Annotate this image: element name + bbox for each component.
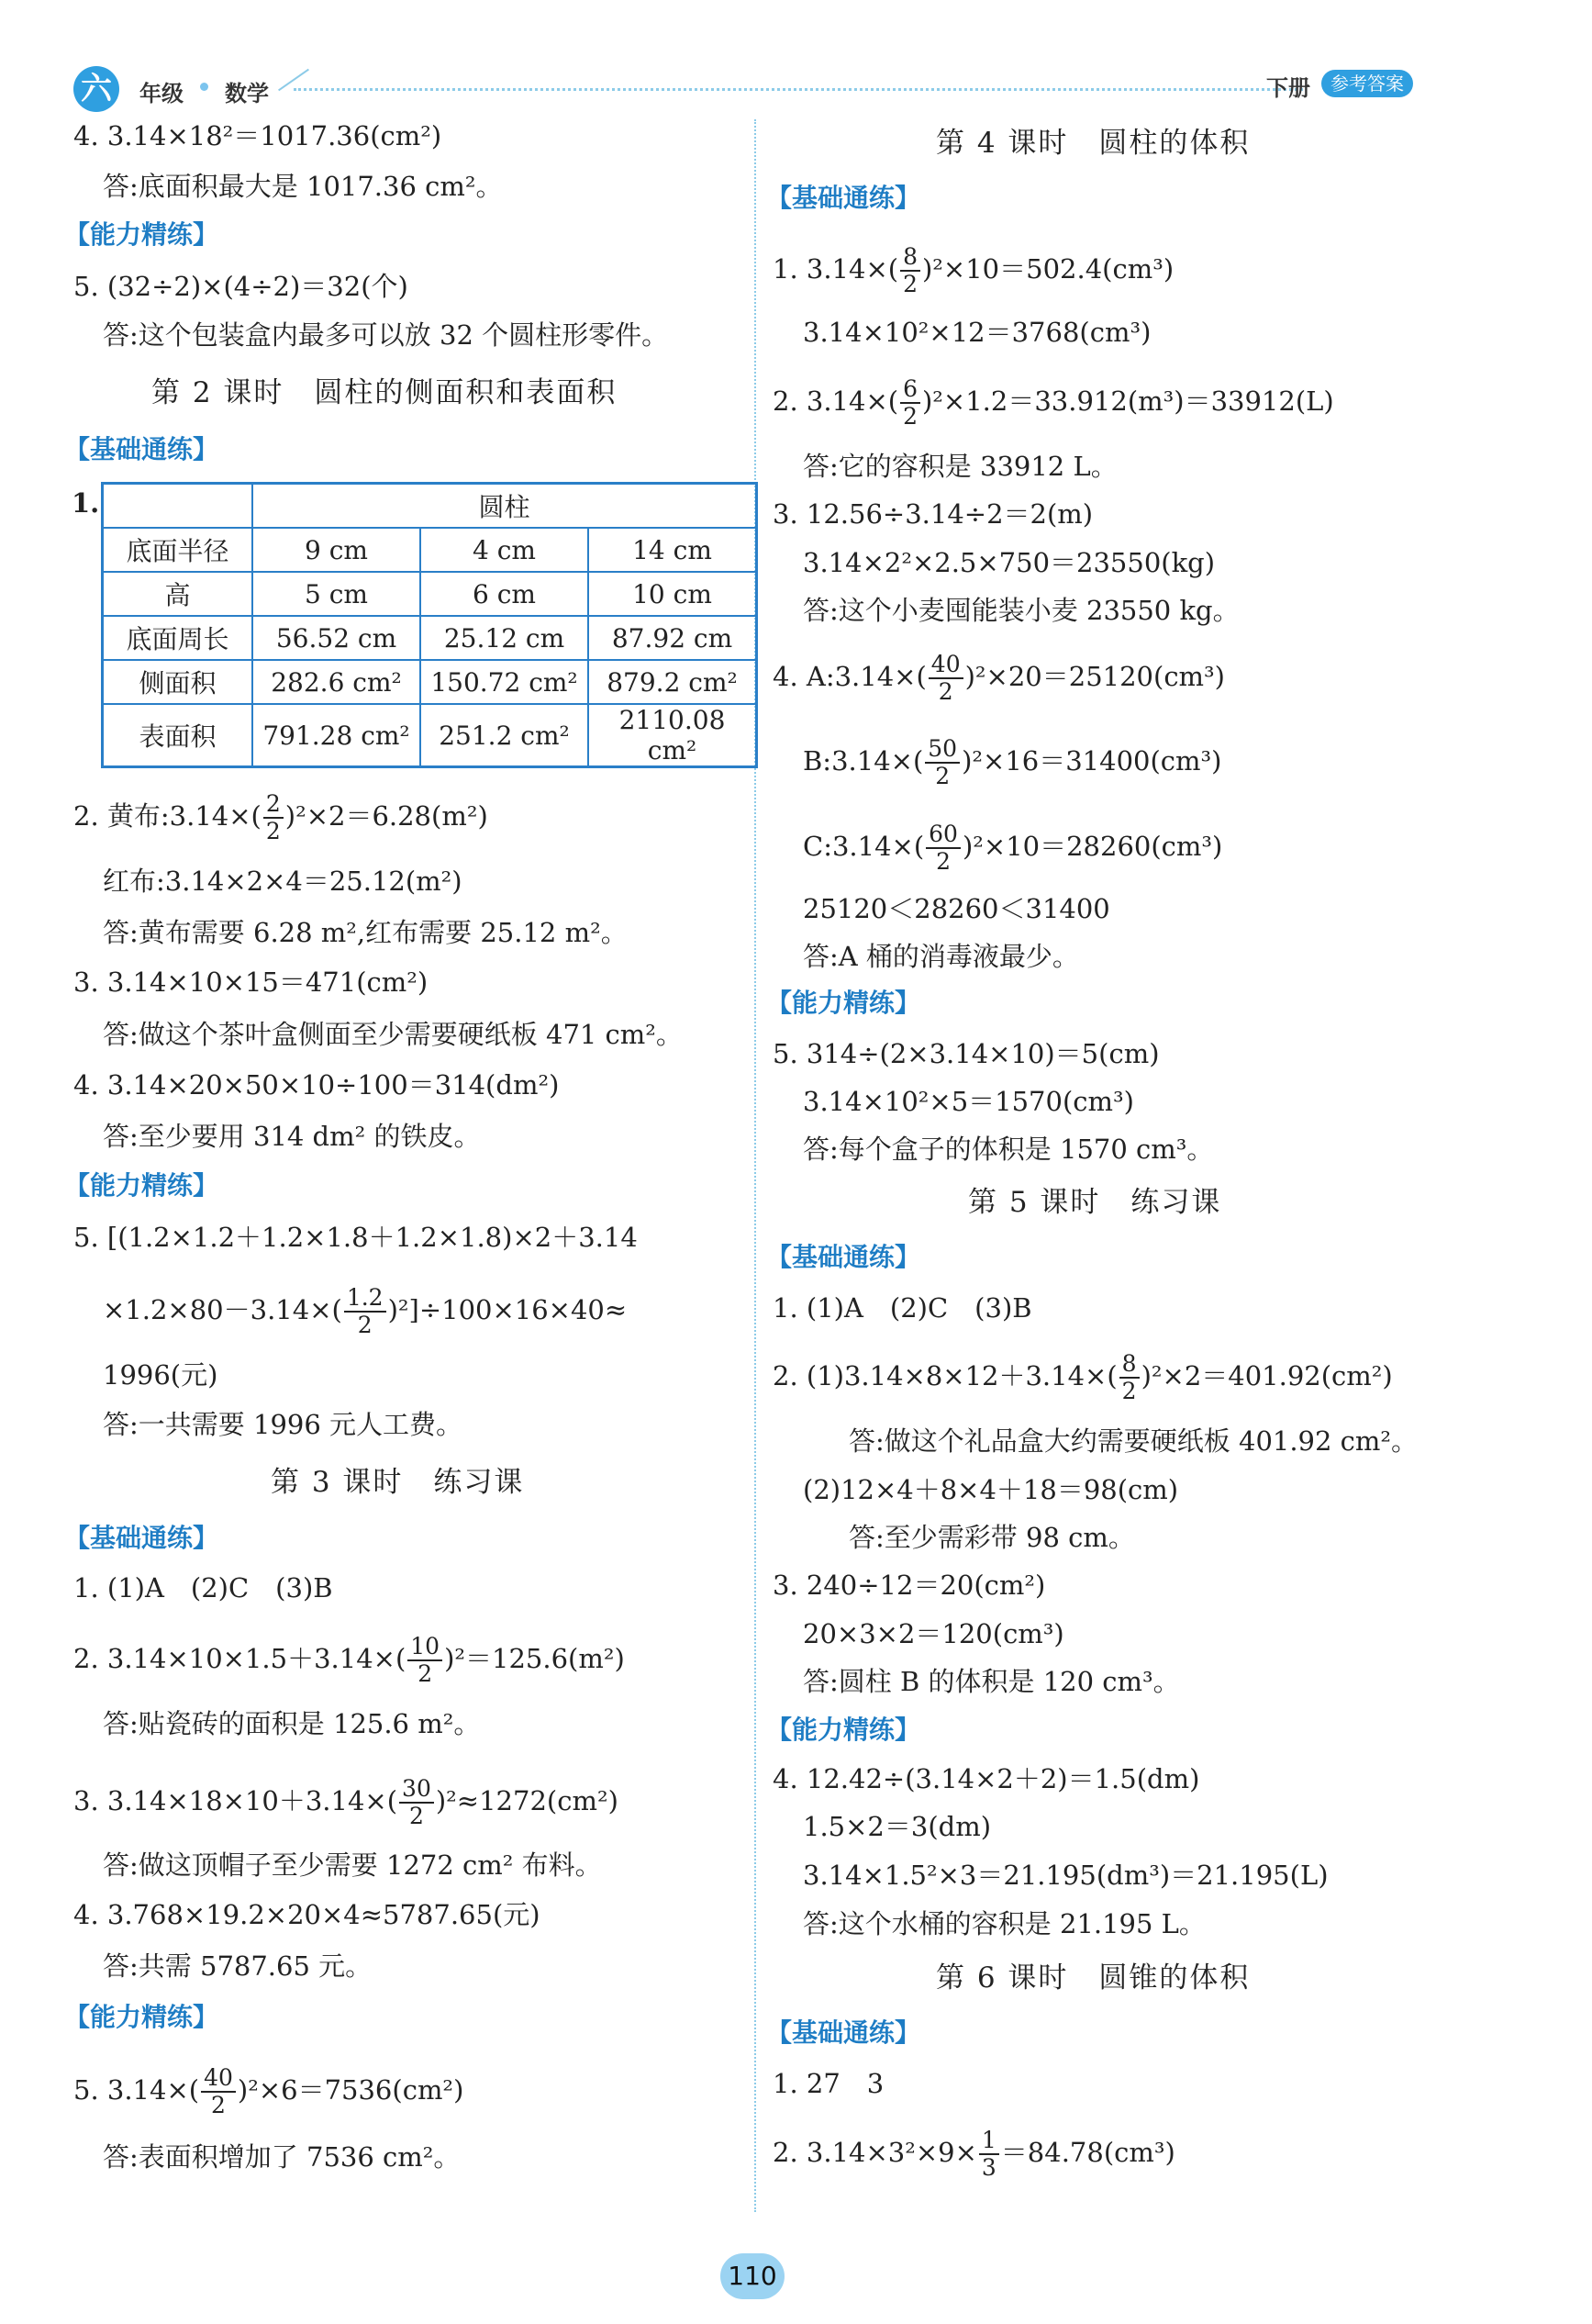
section-label: 【能力精练】 — [766, 1715, 921, 1745]
table-cell: 高 — [103, 572, 253, 616]
expr-text: 4. A:3.14×( — [773, 661, 927, 692]
answer-line: 红布:3.14×2×4＝25.12(m²) — [103, 866, 462, 897]
answer-line — [773, 2128, 1175, 2181]
table-row — [103, 616, 757, 660]
table-cell: 150.72 cm² — [420, 660, 588, 704]
section-label: 【基础通练】 — [766, 1242, 921, 1272]
answer-line: 3.14×2²×2.5×750＝23550(kg) — [803, 547, 1216, 578]
answer-line — [73, 791, 488, 844]
denominator: 2 — [357, 1312, 373, 1338]
answer-line: 5. [(1.2×1.2＋1.2×1.8＋1.2×1.8)×2＋3.14 — [73, 1222, 638, 1253]
table-cell: 10 cm — [588, 572, 757, 616]
fraction — [900, 376, 920, 430]
fraction — [1119, 1351, 1140, 1404]
answer-line: 3. 12.56÷3.14÷2＝2(m) — [773, 498, 1094, 530]
table-cell: 791.28 cm² — [252, 704, 420, 767]
answer-line: 4. 3.14×20×50×10÷100＝314(dm²) — [73, 1069, 560, 1101]
fraction — [926, 821, 961, 875]
table-cell: 56.52 cm — [252, 616, 420, 660]
grade-badge: 六 — [73, 66, 119, 112]
answer-line: 4. 12.42÷(3.14×2＋2)＝1.5(dm) — [773, 1763, 1200, 1794]
denominator: 3 — [981, 2154, 996, 2181]
answer-line: 4. 3.768×19.2×20×4≈5787.65(元) — [73, 1899, 540, 1930]
answer-line: 3.14×10²×5＝1570(cm³) — [803, 1086, 1134, 1117]
denominator: 2 — [1121, 1378, 1137, 1404]
answer-line: 答:A 桶的消毒液最少。 — [803, 941, 1079, 972]
fraction — [201, 2065, 236, 2118]
fraction — [925, 736, 960, 789]
answer-line: 3.14×1.5²×3＝21.195(dm³)＝21.195(L) — [803, 1860, 1329, 1891]
lesson-title: 第 4 课时 圆柱的体积 — [936, 127, 1251, 160]
page-header — [64, 62, 1441, 117]
expr-text: )²×16＝31400(cm³) — [962, 745, 1222, 777]
subject-label: 数学 — [225, 81, 269, 106]
fraction — [263, 791, 284, 844]
expr-text: ×1.2×80－3.14×( — [103, 1294, 342, 1325]
table-row — [103, 528, 757, 572]
header-dotted-line — [294, 88, 1303, 91]
table-cell: 14 cm — [588, 528, 757, 572]
answer-line: 答:做这顶帽子至少需要 1272 cm² 布料。 — [103, 1849, 602, 1881]
expr-text: )²×6＝7536(cm²) — [237, 2074, 464, 2106]
answer-line: 5. (32÷2)×(4÷2)＝32(个) — [73, 271, 408, 302]
table-cell: 6 cm — [420, 572, 588, 616]
answer-line — [773, 244, 1174, 297]
answer-line — [803, 736, 1221, 789]
numerator: 30 — [399, 1776, 434, 1804]
denominator: 2 — [265, 818, 281, 844]
expr-text: )²×2＝6.28(m²) — [284, 800, 488, 832]
denominator: 2 — [409, 1803, 424, 1829]
expr-text: )²×20＝25120(cm³) — [964, 661, 1225, 692]
table-cell: 底面半径 — [103, 528, 253, 572]
expr-text: )²＝125.6(m²) — [444, 1643, 625, 1674]
answer-line: 1996(元) — [103, 1359, 218, 1391]
expr-text: 2. 3.14×( — [773, 385, 899, 417]
answer-line: 1. 27 3 — [773, 2068, 885, 2099]
table-cell: 底面周长 — [103, 616, 253, 660]
cylinder-table — [101, 482, 758, 768]
answer-line: 1.5×2＝3(dm) — [803, 1811, 992, 1842]
answer-line — [773, 1351, 1393, 1404]
table-cell: 25.12 cm — [420, 616, 588, 660]
denominator: 2 — [903, 271, 918, 297]
expr-text: 2. 3.14×3²×9× — [773, 2137, 977, 2168]
question-number: 1. — [72, 487, 100, 519]
answer-line: 答:至少需彩带 98 cm。 — [849, 1522, 1135, 1553]
answer-line — [73, 2065, 463, 2118]
numerator: 2 — [263, 791, 284, 819]
answer-line: 答:一共需要 1996 元人工费。 — [103, 1409, 463, 1440]
table-header: 圆柱 — [252, 484, 757, 529]
answer-line: 答:做这个礼品盒大约需要硬纸板 401.92 cm²。 — [849, 1425, 1419, 1457]
lesson-title: 第 2 课时 圆柱的侧面积和表面积 — [151, 376, 618, 409]
numerator: 10 — [407, 1634, 442, 1661]
table-row — [103, 704, 757, 767]
table-cell: 9 cm — [252, 528, 420, 572]
expr-text: )²×10＝502.4(cm³) — [921, 253, 1175, 285]
expr-text: 2. (1)3.14×8×12＋3.14×( — [773, 1360, 1118, 1391]
answer-line: 答:至少要用 314 dm² 的铁皮。 — [103, 1121, 481, 1152]
answer-line: 答:每个盒子的体积是 1570 cm³。 — [803, 1134, 1214, 1165]
expr-text: 5. 3.14×( — [73, 2074, 200, 2106]
fraction — [407, 1634, 442, 1687]
table-row — [103, 660, 757, 704]
expr-text: )²×2＝401.92(cm²) — [1141, 1360, 1393, 1391]
answer-line: 答:黄布需要 6.28 m²,红布需要 25.12 m²。 — [103, 917, 628, 948]
table-cell: 5 cm — [252, 572, 420, 616]
expr-text: C:3.14×( — [803, 831, 925, 862]
expr-text: )²]÷100×16×40≈ — [387, 1294, 628, 1325]
answer-line: 答:它的容积是 33912 L。 — [803, 451, 1118, 482]
answer-line: 答:表面积增加了 7536 cm²。 — [103, 2141, 461, 2173]
table-row — [103, 572, 757, 616]
table-row — [103, 484, 757, 529]
table-cell: 87.92 cm — [588, 616, 757, 660]
numerator: 6 — [900, 376, 920, 404]
denominator: 2 — [903, 403, 918, 430]
numerator: 50 — [925, 736, 960, 764]
numerator: 1 — [979, 2128, 999, 2155]
denominator: 2 — [936, 848, 952, 875]
page-number: 110 — [720, 2253, 785, 2299]
numerator: 8 — [900, 244, 920, 272]
table-cell: 2110.08 cm² — [588, 704, 757, 767]
numerator: 40 — [201, 2065, 236, 2093]
answer-line: 1. (1)A (2)C (3)B — [73, 1572, 333, 1603]
answer-line: 答:做这个茶叶盒侧面至少需要硬纸板 471 cm²。 — [103, 1019, 683, 1050]
expr-text: 1. 3.14×( — [773, 253, 899, 285]
answer-line: 1. (1)A (2)C (3)B — [773, 1292, 1032, 1324]
answer-line: 答:共需 5787.65 元。 — [103, 1950, 373, 1982]
answer-line: (2)12×4＋8×4＋18＝98(cm) — [803, 1474, 1179, 1505]
section-label: 【能力精练】 — [64, 2002, 219, 2032]
answer-line: 答:圆柱 B 的体积是 120 cm³。 — [803, 1666, 1180, 1697]
section-label: 【能力精练】 — [64, 1170, 219, 1201]
table-cell: 282.6 cm² — [252, 660, 420, 704]
answer-line: 3. 3.14×10×15＝471(cm²) — [73, 966, 429, 998]
expr-text: 2. 黄布:3.14×( — [73, 800, 262, 832]
denominator: 2 — [417, 1660, 433, 1687]
separator-dot — [200, 83, 208, 91]
answer-line — [773, 376, 1334, 430]
denominator: 2 — [938, 678, 953, 705]
answer-line — [803, 821, 1222, 875]
numerator: 1.2 — [344, 1285, 386, 1313]
answer-line: 4. 3.14×18²＝1017.36(cm²) — [73, 120, 442, 151]
grade-label: 年级 — [139, 81, 184, 106]
table-cell: 4 cm — [420, 528, 588, 572]
fraction — [900, 244, 920, 297]
section-label: 【基础通练】 — [64, 1523, 219, 1553]
table-cell: 251.2 cm² — [420, 704, 588, 767]
answer-line — [773, 652, 1225, 705]
lesson-title: 第 6 课时 圆锥的体积 — [936, 1961, 1251, 1994]
answer-line: 答:这个小麦囤能装小麦 23550 kg。 — [803, 595, 1240, 626]
answer-line: 3. 240÷12＝20(cm²) — [773, 1570, 1046, 1601]
fraction — [344, 1285, 386, 1338]
section-label: 【能力精练】 — [766, 988, 921, 1018]
answer-line — [73, 1634, 625, 1687]
section-label: 【能力精练】 — [64, 219, 219, 250]
answer-line: 答:底面积最大是 1017.36 cm²。 — [103, 171, 503, 202]
answer-line — [73, 1776, 618, 1829]
fraction — [399, 1776, 434, 1829]
answer-line: 答:这个水桶的容积是 21.195 L。 — [803, 1908, 1206, 1939]
column-divider — [754, 119, 756, 2212]
numerator: 60 — [926, 821, 961, 849]
denominator: 2 — [211, 2092, 226, 2118]
answer-line — [103, 1285, 627, 1338]
answer-line: 5. 314÷(2×3.14×10)＝5(cm) — [773, 1038, 1160, 1069]
expr-text: B:3.14×( — [803, 745, 924, 777]
expr-text: )²≈1272(cm²) — [435, 1785, 618, 1816]
denominator: 2 — [935, 763, 951, 789]
answer-line: 答:这个包装盒内最多可以放 32 个圆柱形零件。 — [103, 319, 669, 351]
lesson-title: 第 3 课时 练习课 — [271, 1466, 525, 1499]
section-label: 【基础通练】 — [766, 2017, 921, 2048]
numerator: 40 — [929, 652, 963, 679]
table-cell: 879.2 cm² — [588, 660, 757, 704]
expr-text: )²×10＝28260(cm³) — [962, 831, 1223, 862]
answer-line: 3.14×10²×12＝3768(cm³) — [803, 317, 1152, 348]
section-label: 【基础通练】 — [64, 434, 219, 464]
expr-text: 3. 3.14×18×10＋3.14×( — [73, 1785, 398, 1816]
answer-badge: 参考答案 — [1321, 70, 1413, 97]
numerator: 8 — [1119, 1351, 1140, 1379]
table-cell: 表面积 — [103, 704, 253, 767]
table-cell: 侧面积 — [103, 660, 253, 704]
book-volume: 下册 — [1266, 75, 1310, 101]
answer-line: 25120＜28260＜31400 — [803, 893, 1110, 924]
table-cell — [103, 484, 253, 529]
fraction — [929, 652, 963, 705]
answer-line: 20×3×2＝120(cm³) — [803, 1618, 1064, 1649]
expr-text: 2. 3.14×10×1.5＋3.14×( — [73, 1643, 406, 1674]
lesson-title: 第 5 课时 练习课 — [968, 1186, 1222, 1219]
fraction — [979, 2128, 999, 2181]
expr-text: )²×1.2＝33.912(m³)＝33912(L) — [921, 385, 1334, 417]
expr-text: ＝84.78(cm³) — [1000, 2137, 1175, 2168]
section-label: 【基础通练】 — [766, 183, 921, 213]
answer-line: 答:贴瓷砖的面积是 125.6 m²。 — [103, 1708, 481, 1739]
